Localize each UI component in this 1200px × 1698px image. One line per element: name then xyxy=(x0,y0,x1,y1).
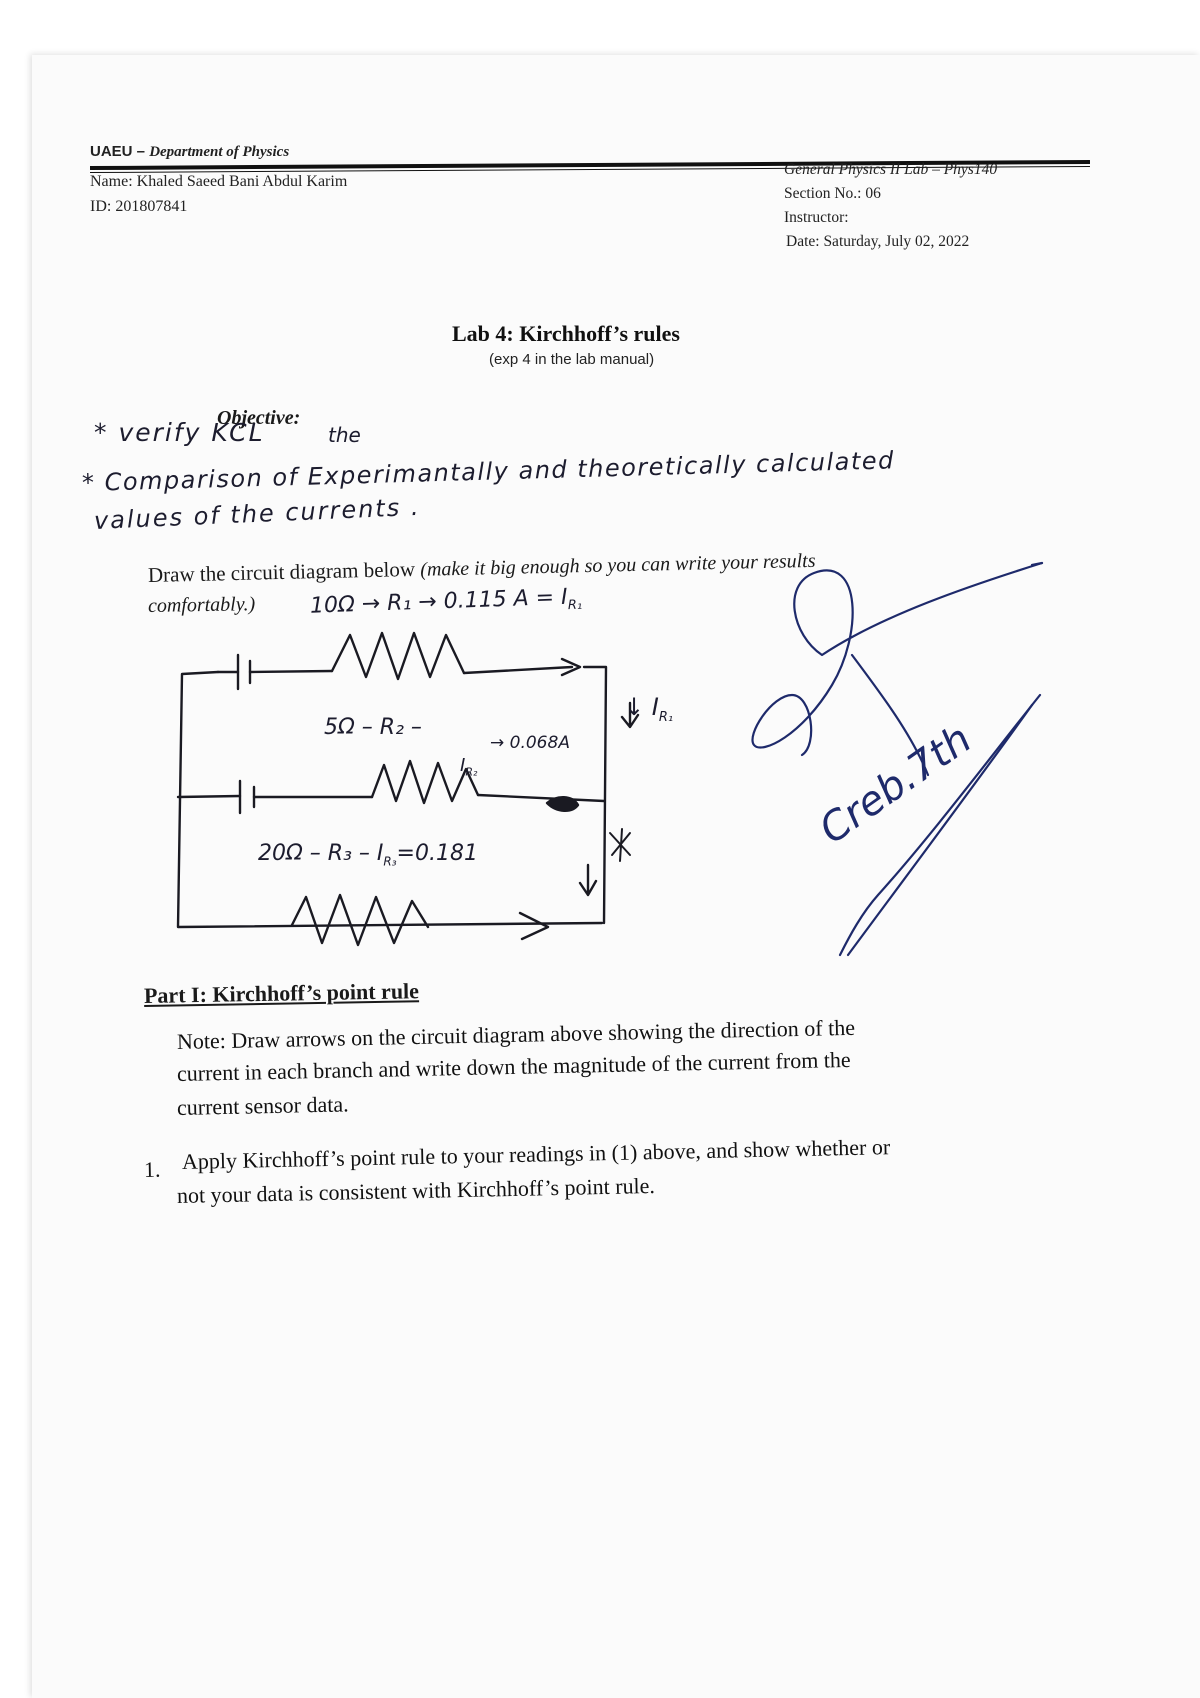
part1-note-line-1: Note: Draw arrows on the circuit diagram above showing the direction of the xyxy=(176,1014,856,1054)
signature-scrawl: Creb.7th xyxy=(811,715,980,854)
r1-label: 10Ω → R₁ → 0.115 $A = I_{R_1}$ xyxy=(309,584,583,619)
objective-heading: Objective: xyxy=(217,407,301,429)
r3-label: $20\Omega - R_3 - I_{R_3}=0.181$ xyxy=(258,841,478,869)
course-name: General Physics II Lab – Phys140 xyxy=(784,161,998,178)
circuit-wire-left xyxy=(178,672,602,927)
r2-current: → 0.068A xyxy=(490,733,570,753)
draw-instruction: Draw the circuit diagram below (make it big enough so you can write your results xyxy=(147,549,816,587)
student-name: Name: Khaled Saeed Bani Abdul Karim xyxy=(90,173,348,190)
question-1-number: 1. xyxy=(143,1156,161,1182)
part1-heading: Part I: Kirchhoff’s point rule xyxy=(143,978,420,1008)
lab-title: Lab 4: Kirchhoff’s rules xyxy=(452,321,680,346)
draw-instruction-cont: comfortably.) xyxy=(147,593,256,617)
resistor-r1 xyxy=(332,633,464,679)
document-page xyxy=(32,55,1200,1698)
scribble-mark xyxy=(610,829,630,861)
lab-date: Date: Saturday, July 02, 2022 xyxy=(786,233,970,250)
resistor-r3 xyxy=(292,895,428,945)
department-header: UAEU – Department of Physics xyxy=(90,143,290,160)
objective-line-2: * Comparison of Experimantally and theoretically calculated xyxy=(81,446,896,497)
lab-subtitle: (exp 4 in the lab manual) xyxy=(489,351,655,368)
objective-line-3: values of the currents . xyxy=(93,492,422,535)
ir3-arrow xyxy=(580,865,596,895)
question-1-line-2: not your data is consistent with Kirchhoff’s point rule. xyxy=(176,1172,656,1208)
question-1-line-1: Apply Kirchhoff’s point rule to your readings in (1) above, and show whether or xyxy=(181,1134,891,1174)
student-id: ID: 201807841 xyxy=(90,198,188,215)
circuit-diagram xyxy=(32,55,1200,1698)
objective-insert-the: the xyxy=(328,423,361,447)
ir1-label: ↓ $I_{R_1}$ xyxy=(624,693,674,725)
ink-blot xyxy=(547,797,578,811)
r3-arrow xyxy=(520,913,548,939)
instructor: Instructor: xyxy=(784,209,849,226)
ir2-label: $I_{R_2}$ xyxy=(460,755,478,779)
objective-line-1: * verify KCL xyxy=(94,418,265,447)
part1-note-line-2: current in each branch and write down the magnitude of the current from the xyxy=(176,1046,851,1086)
part1-note-line-3: current sensor data. xyxy=(176,1091,349,1120)
r2-label: 5Ω – R₂ – xyxy=(324,715,422,740)
section-number: Section No.: 06 xyxy=(784,185,881,202)
